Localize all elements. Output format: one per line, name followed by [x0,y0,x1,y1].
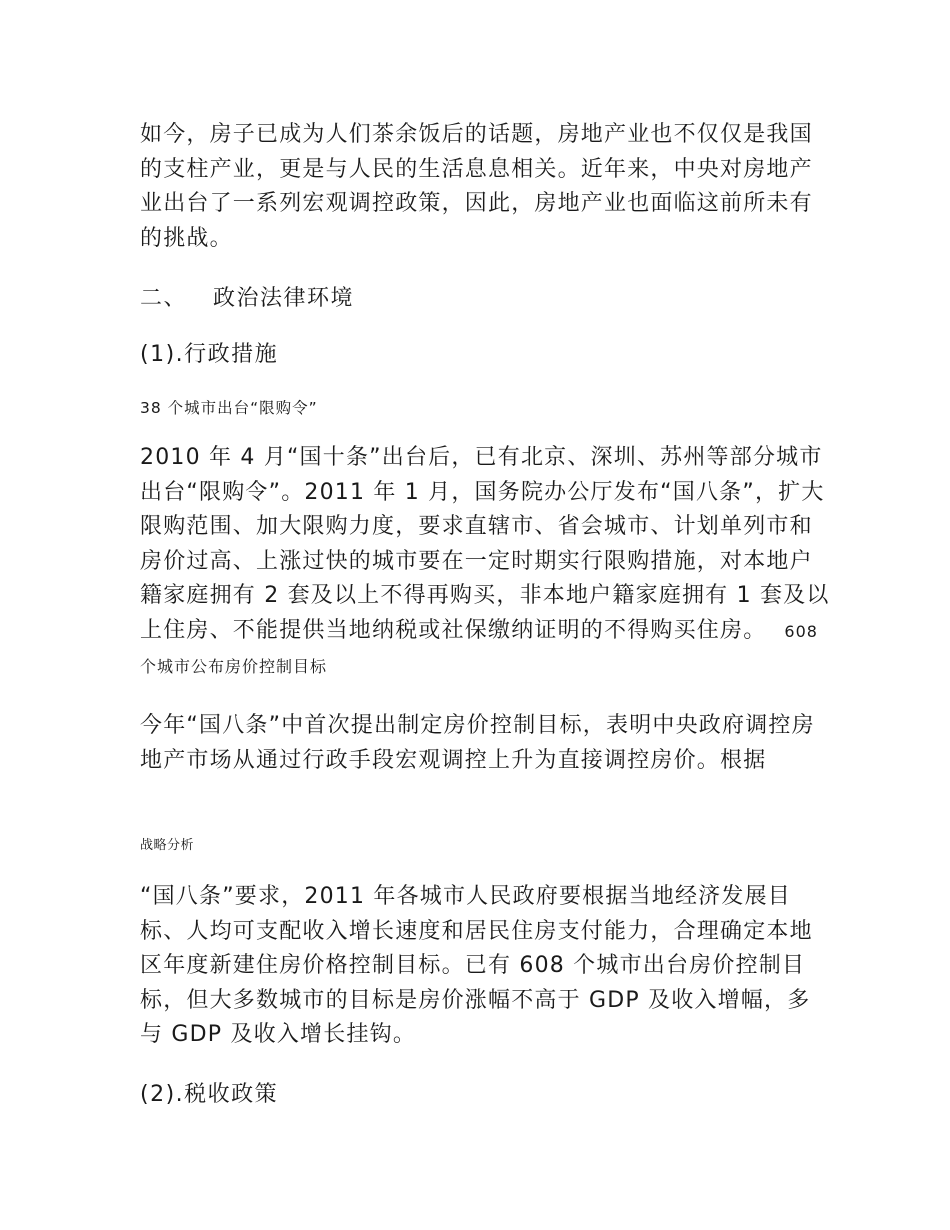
section-title: 政治法律环境 [213,286,355,311]
price-target-paragraph: “国八条”要求，2011 年各城市人民政府要根据当地经济发展目标、人均可支配收入增长速度和居民住房支付能力，合理确定本地区年度新建住房价格控制目标。已有 608 个城市出台房价控制目标，但大多数城市的目标是房价涨幅不高于 GDP 及收入增幅，多与 GDP 及收入增长挂钩。 [140,884,813,1047]
guobatiao-paragraph: 今年“国八条”中首次提出制定房价控制目标，表明中央政府调控房地产市场从通过行政手段宏观调控上升为直接调控房价。根据 [140,713,815,773]
purchase-restriction-text: 2010 年 4 月“国十条”出台后，已有北京、深圳、苏州等部分城市出台“限购令”。2011 年 1 月，国务院办公厅发布“国八条”，扩大限购范围、加大限购力度，要求直辖市、省会城市、计划单列市和房价过高、上涨过快的城市要在一定时期实行限购措施，对本地户籍家庭拥有 2 套及以上不得再购买，非本地户籍家庭拥有 1 套及以上住房、不能提供当地纳税或社保缴纳证明的不得购买住房。 [140,445,830,643]
section-heading-political-legal [140,284,354,314]
purchase-restriction-paragraph [140,441,830,685]
caption-purchase-restriction: 38 个城市出台“限购令” [140,399,318,417]
subsection-heading-tax: (2).税收政策 [140,1082,279,1107]
subsection-heading-administrative: (1).行政措施 [140,342,279,367]
intro-paragraph: 如今，房子已成为人们茶余饭后的话题，房地产业也不仅仅是我国的支柱产业，更是与人民的生活息息相关。近年来，中央对房地产业出台了一系列宏观调控政策，因此，房地产业也面临这前所未有的挑战。 [140,122,813,251]
footer-label: 战略分析 [140,838,195,853]
caption-price-target: 608 个城市公布房价控制目标 [140,621,818,676]
section-number: 二、 [140,286,188,311]
